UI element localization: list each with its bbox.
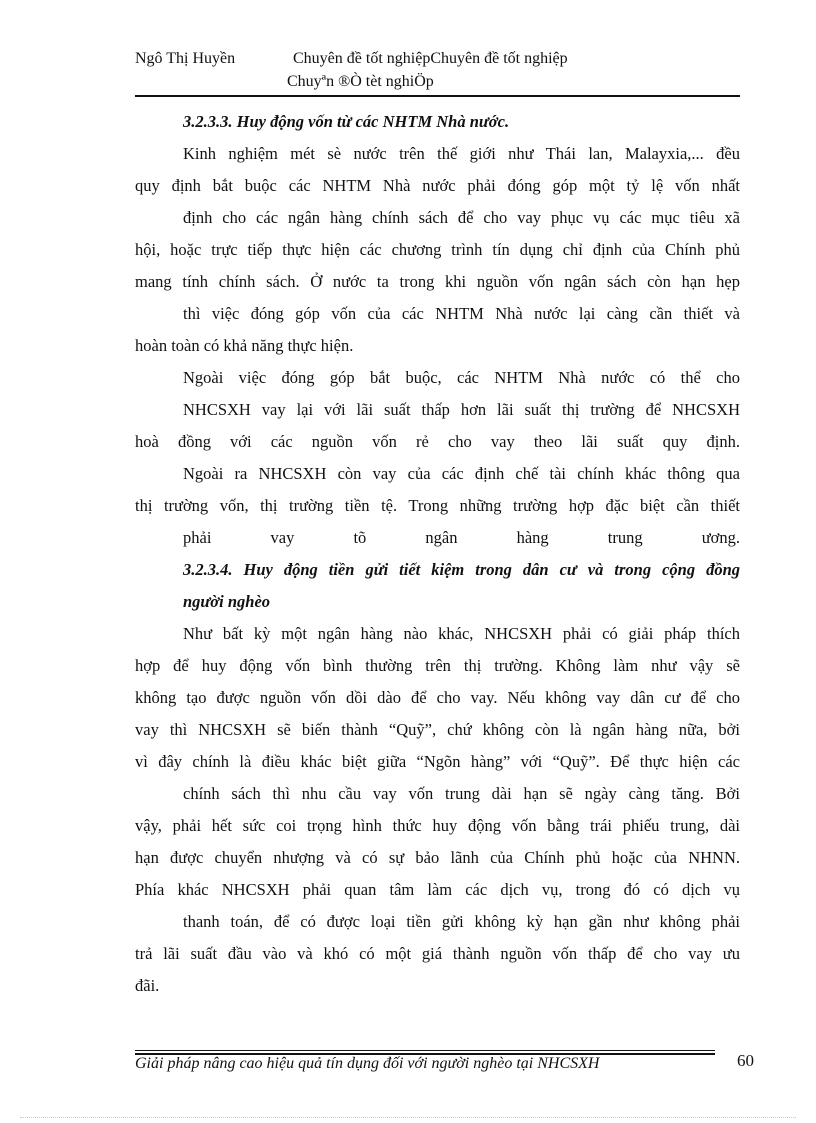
- section-heading-3-2-3-3: 3.2.3.3. Huy động vốn từ các NHTM Nhà nước.: [183, 112, 510, 131]
- paragraph-line: Như bất kỳ một ngân hàng nào khác, NHCSXH phải có giải pháp thích: [183, 624, 740, 643]
- paragraph-line: mang tính chính sách. Ở nước ta trong khi nguồn vốn ngân sách còn hạn hẹp: [135, 272, 740, 291]
- header-title-line2: Chuyªn ®Ò tèt nghiÖp: [287, 73, 434, 90]
- paragraph-line: Kinh nghiệm mét sè nước trên thế giới như Thái lan, Malayxia,... đều: [183, 144, 740, 163]
- section-heading-continuation: người nghèo: [183, 592, 271, 611]
- paragraph-line: không tạo được nguồn vốn dồi dào để cho vay. Nếu không vay dân cư để cho: [135, 688, 740, 707]
- paragraph-line: định cho các ngân hàng chính sách để cho vay phục vụ các mục tiêu xã: [183, 208, 740, 227]
- footer-title: Giải pháp nâng cao hiệu quả tín dụng đối với người nghèo tại NHCSXH: [135, 1055, 600, 1072]
- paragraph-line: hạn được chuyển nhượng và có sự bảo lãnh của Chính phủ hoặc của NHNN.: [135, 848, 740, 867]
- section-heading-3-2-3-4: 3.2.3.4. Huy động tiền gửi tiết kiệm trong dân cư và trong cộng đồng: [183, 560, 740, 579]
- paragraph-line: hội, hoặc trực tiếp thực hiện các chương trình tín dụng chỉ định của Chính phủ: [135, 240, 740, 259]
- page-number: 60: [737, 1051, 754, 1070]
- page-bottom-dotted-border: [20, 1117, 796, 1118]
- header-rule: [135, 95, 740, 97]
- paragraph-line: Phía khác NHCSXH phải quan tâm làm các dịch vụ, trong đó có dịch vụ: [135, 880, 740, 899]
- header-author: Ngô Thị Huyền: [135, 50, 236, 67]
- paragraph-line: hoàn toàn có khả năng thực hiện.: [135, 336, 354, 355]
- paragraph-line: phải vay tõ ngân hàng trung ương.: [183, 528, 740, 547]
- paragraph-line: đãi.: [135, 976, 160, 995]
- header-title-line1: Chuyên đề tốt nghiệpChuyên đề tốt nghiệp: [293, 50, 568, 67]
- paragraph-line: Ngoài việc đóng góp bắt buộc, các NHTM Nhà nước có thể cho: [183, 368, 740, 387]
- paragraph-line: hợp để huy động vốn bình thường trên thị trường. Không làm như vậy sẽ: [135, 656, 740, 675]
- paragraph-line: vậy, phải hết sức coi trọng hình thức huy động vốn bằng trái phiếu trung, dài: [135, 816, 740, 835]
- paragraph-line: vì đây chính là điều khác biệt giữa “Ngõn hàng” với “Quỹ”. Để thực hiện các: [135, 752, 740, 771]
- paragraph-line: hoà đồng với các nguồn vốn rẻ cho vay theo lãi suất quy định.: [135, 432, 740, 451]
- paragraph-line: thì việc đóng góp vốn của các NHTM Nhà nước lại càng cần thiết và: [183, 304, 740, 323]
- body-text: [135, 106, 740, 1002]
- paragraph-line: vay thì NHCSXH sẽ biến thành “Quỹ”, chứ không còn là ngân hàng nữa, bởi: [135, 720, 740, 739]
- footer-rule-thin: [135, 1050, 715, 1051]
- paragraph-line: NHCSXH vay lại với lãi suất thấp hơn lãi suất thị trường để NHCSXH: [183, 400, 740, 419]
- paragraph-line: trả lãi suất đầu vào và khó có một giá thành nguồn vốn thấp để cho vay ưu: [135, 944, 740, 963]
- paragraph-line: thị trường vốn, thị trường tiền tệ. Trong những trường hợp đặc biệt cần thiết: [135, 496, 740, 515]
- paragraph-line: chính sách thì nhu cầu vay vốn trung dài hạn sẽ ngày càng tăng. Bởi: [183, 784, 740, 803]
- paragraph-line: Ngoài ra NHCSXH còn vay của các định chế tài chính khác thông qua: [183, 464, 740, 483]
- paragraph-line: thanh toán, để có được loại tiền gửi không kỳ hạn gần như không phải: [183, 912, 740, 931]
- paragraph-line: quy định bắt buộc các NHTM Nhà nước phải đóng góp một tỷ lệ vốn nhất: [135, 176, 740, 195]
